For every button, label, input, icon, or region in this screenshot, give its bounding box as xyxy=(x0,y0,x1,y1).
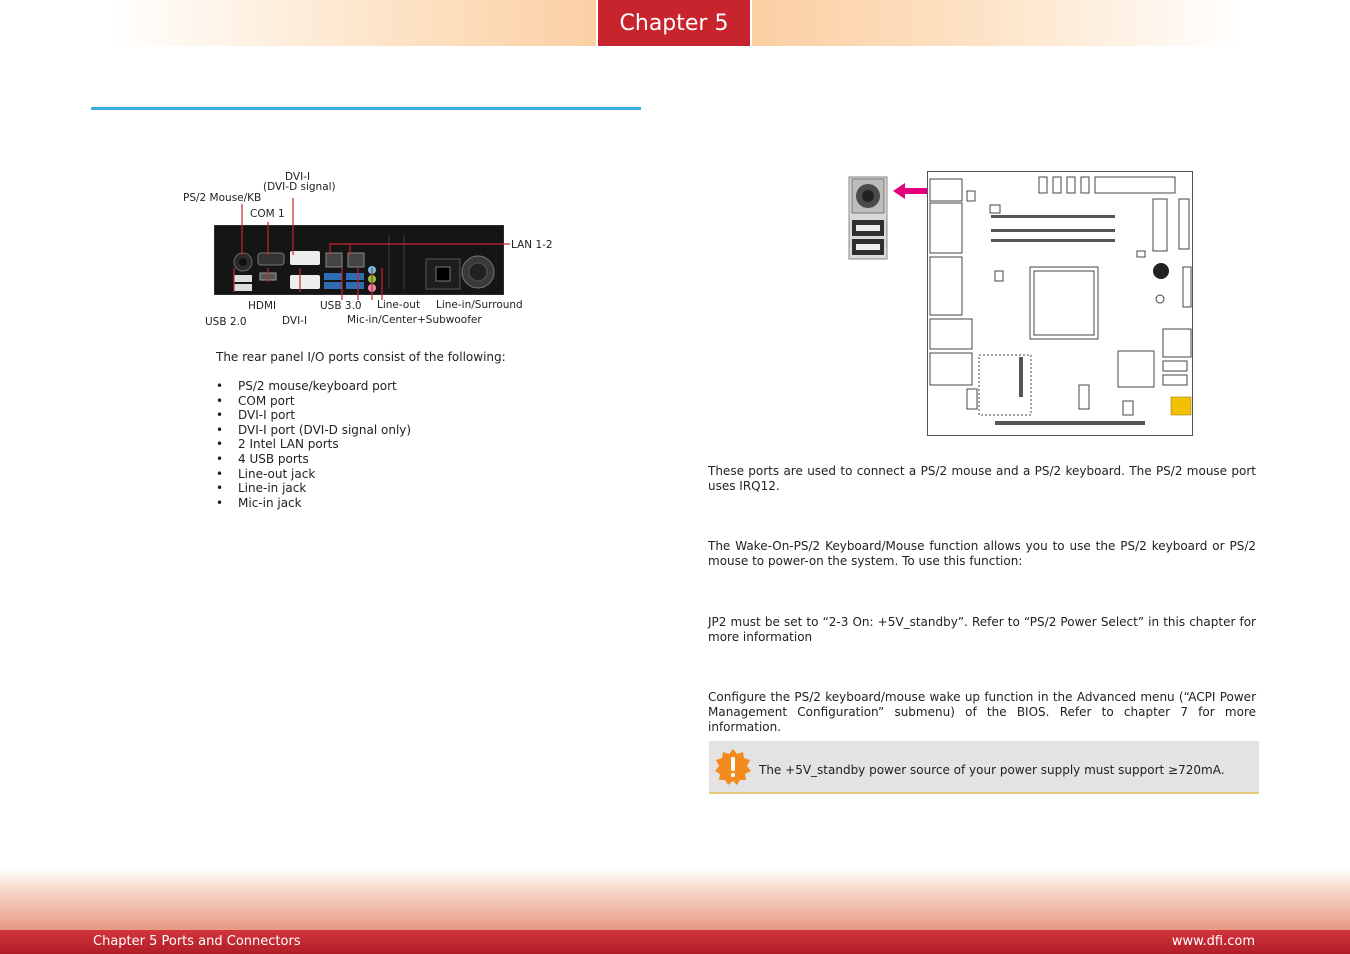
arrow-icon xyxy=(893,182,929,200)
rear-panel-intro: The rear panel I/O ports consist of the following: xyxy=(216,350,506,364)
label-micin: Mic-in/Center+Subwoofer xyxy=(347,314,482,326)
list-item: • COM port xyxy=(216,394,411,409)
ps2-connector-image xyxy=(848,176,890,260)
paragraph-jp2-setting: JP2 must be set to “2-3 On: +5V_standby”. Refer to “PS/2 Power Select” in this chapter for more information xyxy=(708,615,1256,644)
section-rule xyxy=(91,107,641,110)
rear-panel-list xyxy=(216,379,411,510)
label-usb30: USB 3.0 xyxy=(320,300,362,312)
label-lineout: Line-out xyxy=(377,299,421,311)
paragraph-bios-setting: Configure the PS/2 keyboard/mouse wake up function in the Advanced menu (“ACPI Power Management Configuration” submenu) of the BIOS. Refer to chapter 7 for more information. xyxy=(708,690,1256,734)
label-linein: Line-in/Surround xyxy=(436,299,523,311)
label-dvi-top: DVI-I xyxy=(285,171,311,183)
label-com1: COM 1 xyxy=(250,208,285,220)
list-item: • Line-out jack xyxy=(216,467,411,482)
label-ps2: PS/2 Mouse/KB xyxy=(183,192,262,204)
label-hdmi: HDMI xyxy=(248,300,277,312)
board-layout-image xyxy=(927,171,1194,437)
note-text: The +5V_standby power source of your power supply must support ≥720mA. xyxy=(759,763,1225,777)
footer-chapter-title: Chapter 5 Ports and Connectors xyxy=(93,934,301,949)
list-item: • Line-in jack xyxy=(216,481,411,496)
label-dvi-bottom: DVI-I xyxy=(282,315,308,327)
label-usb20: USB 2.0 xyxy=(205,316,247,328)
chapter-tab: Chapter 5 xyxy=(598,0,750,46)
list-item: • 2 Intel LAN ports xyxy=(216,437,411,452)
list-item: • Mic-in jack xyxy=(216,496,411,511)
list-item: • DVI-I port xyxy=(216,408,411,423)
paragraph-wake-function: The Wake-On-PS/2 Keyboard/Mouse function allows you to use the PS/2 keyboard or PS/2 mouse to power-on the system. To use this function: xyxy=(708,539,1256,568)
footer-band xyxy=(0,868,1350,930)
note-box xyxy=(709,741,1259,794)
paragraph-ps2-intro: These ports are used to connect a PS/2 mouse and a PS/2 keyboard. The PS/2 mouse port uses IRQ12. xyxy=(708,464,1256,493)
footer-website-link[interactable]: www.dfi.com xyxy=(1171,934,1255,949)
list-item: • DVI-I port (DVI-D signal only) xyxy=(216,423,411,438)
warning-icon xyxy=(715,749,751,785)
list-item: • 4 USB ports xyxy=(216,452,411,467)
list-item: • PS/2 mouse/keyboard port xyxy=(216,379,411,394)
label-dvi-signal: (DVI-D signal) xyxy=(263,181,336,193)
label-lan: LAN 1-2 xyxy=(511,239,553,251)
